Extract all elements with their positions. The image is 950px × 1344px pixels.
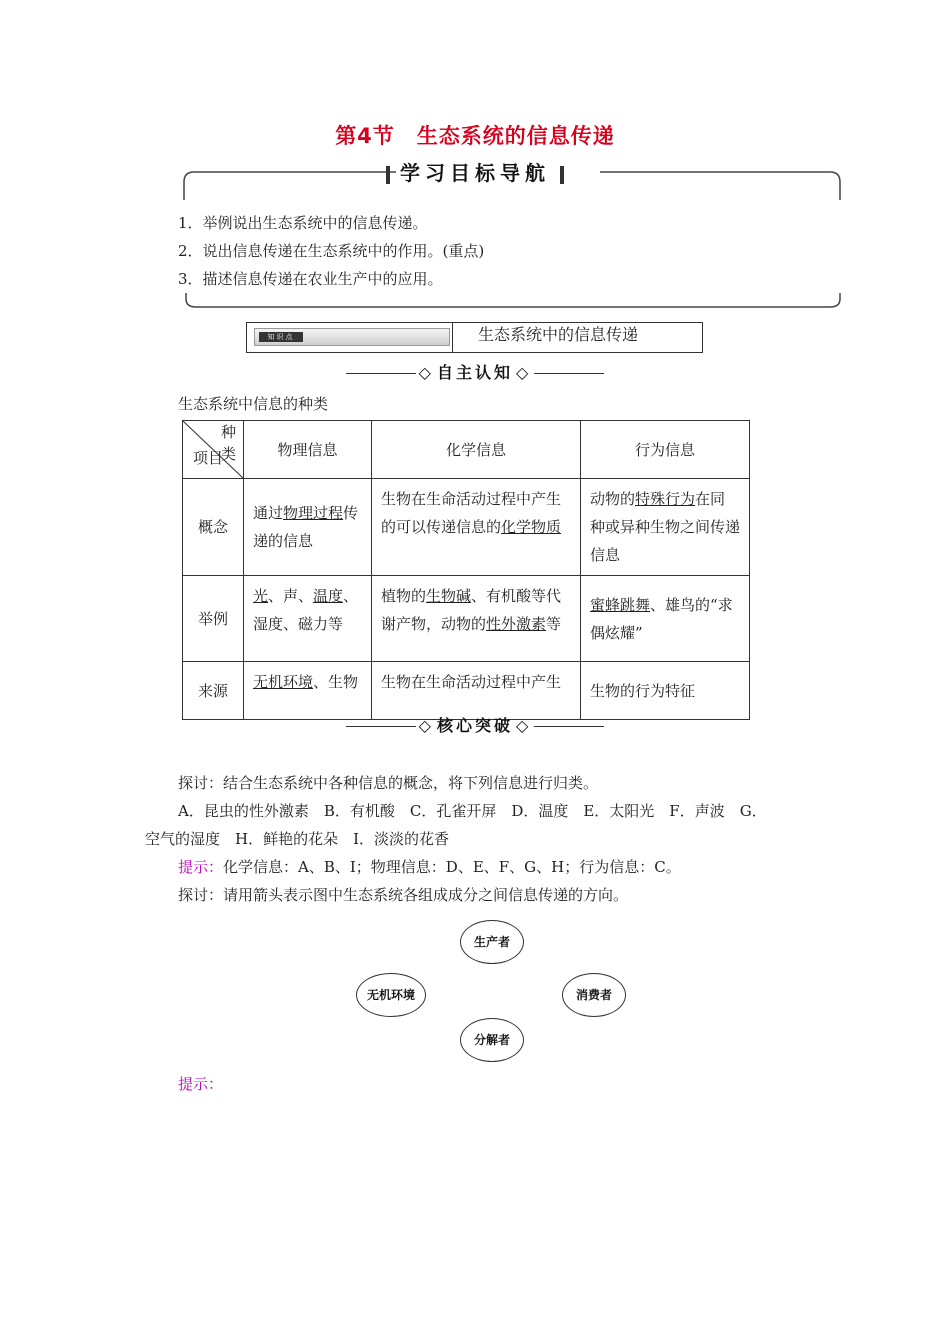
cell-behavioral-example: 蜜蜂跳舞、雄鸟的“求偶炫耀” — [581, 576, 750, 662]
hint-1 — [178, 856, 681, 877]
cell-behavioral-concept: 动物的特殊行为在同种或异种生物之间传递信息 — [581, 479, 750, 576]
title-text: 生态系统的信息传递 — [416, 124, 615, 148]
corner-bottom-label: 项目 — [193, 449, 224, 467]
cell-chemical-source: 生物在生命活动过程中产生 — [372, 662, 581, 720]
knowledge-point-tag — [254, 328, 450, 346]
header-chemical: 化学信息 — [372, 421, 581, 479]
header-behavioral: 行为信息 — [581, 421, 750, 479]
goal-item: 2．说出信息传递在生态系统中的作用。(重点) — [178, 242, 485, 260]
explore-question-1: 探讨：结合生态系统中各种信息的概念，将下列信息进行归类。 — [178, 774, 599, 792]
page-title — [0, 120, 950, 150]
info-types-table — [182, 420, 750, 720]
hint-text: 化学信息：A、B、I；物理信息：D、E、F、G、H；行为信息：C。 — [223, 858, 681, 876]
knowledge-point-divider — [452, 322, 453, 353]
goal-item: 1．举例说出生态系统中的信息传递。 — [178, 214, 428, 232]
section-header-core: ◇ 核心突破 ◇ — [0, 713, 950, 736]
row-label: 来源 — [183, 662, 244, 720]
node-decomposer: 分解者 — [460, 1018, 524, 1062]
knowledge-point-title: 生态系统中的信息传递 — [478, 325, 639, 344]
cell-behavioral-source: 生物的行为特征 — [581, 662, 750, 720]
section-header-text: 核心突破 — [436, 716, 513, 735]
row-label: 举例 — [183, 576, 244, 662]
table-title: 生态系统中信息的种类 — [178, 395, 329, 413]
options-line-2: 空气的湿度 H．鲜艳的花朵 I．淡淡的花香 — [145, 830, 450, 848]
goals-header — [0, 157, 950, 186]
knowledge-point-tag-label: 知识点 — [259, 332, 303, 342]
explore-question-2: 探讨：请用箭头表示图中生态系统各组成成分之间信息传递的方向。 — [178, 886, 629, 904]
options-line-1: A．昆虫的性外激素 B．有机酸 C．孔雀开屏 D．温度 E．太阳光 F．声波 G． — [178, 802, 767, 820]
row-label: 概念 — [183, 479, 244, 576]
section-header-self-study: ◇ 自主认知 ◇ — [0, 360, 950, 383]
cell-chemical-concept: 生物在生命活动过程中产生的可以传递信息的化学物质 — [372, 479, 581, 576]
node-consumer: 消费者 — [562, 973, 626, 1017]
hint-2-label: 提示： — [178, 1075, 224, 1093]
header-physical: 物理信息 — [244, 421, 372, 479]
cell-physical-example: 光、声、温度、湿度、磁力等 — [244, 576, 372, 662]
hint-label: 提示： — [178, 858, 224, 876]
cell-chemical-example: 植物的生物碱、有机酸等代谢产物，动物的性外激素等 — [372, 576, 581, 662]
table-corner-cell — [183, 421, 244, 479]
node-environment: 无机环境 — [356, 973, 426, 1017]
section-header-text: 自主认知 — [436, 363, 513, 382]
title-section-number: 第4节 — [335, 124, 395, 148]
cell-physical-source: 无机环境、生物 — [244, 662, 372, 720]
cell-physical-concept: 通过物理过程传递的信息 — [244, 479, 372, 576]
goals-header-text: 学习目标导航 — [396, 161, 554, 185]
corner-top-label: 种类 — [221, 423, 237, 463]
goal-item: 3．描述信息传递在农业生产中的应用。 — [178, 270, 443, 288]
node-producer: 生产者 — [460, 920, 524, 964]
